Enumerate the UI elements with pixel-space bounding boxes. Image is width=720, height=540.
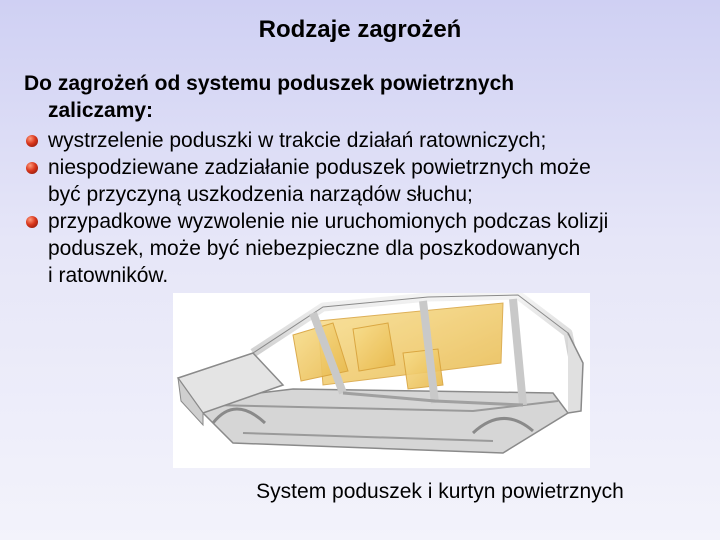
bullet-3-line-1: przypadkowe wyzwolenie nie uruchomionych podczas kolizji	[48, 210, 609, 233]
bullet-2-line-1: niespodziewane zadziałanie poduszek powietrznych może	[48, 156, 591, 179]
bullet-item	[24, 208, 704, 289]
car-airbag-image	[173, 293, 590, 468]
red-sphere-bullet-icon	[26, 162, 38, 174]
bullet-3-line-3: i ratowników.	[48, 264, 169, 287]
bullet-list	[24, 127, 704, 289]
bullet-2-line-2: być przyczyną uszkodzenia narządów słuchu;	[48, 183, 473, 206]
bullet-item	[24, 154, 704, 208]
bullet-3-line-2: poduszek, może być niebezpieczne dla poszkodowanych	[48, 237, 581, 260]
red-sphere-bullet-icon	[26, 135, 38, 147]
image-caption: System poduszek i kurtyn powietrznych	[256, 480, 624, 503]
car-body-illustration	[173, 293, 590, 468]
intro-line-1: Do zagrożeń od systemu poduszek powietrznych	[24, 72, 515, 95]
bullet-1-line-1: wystrzelenie poduszki w trakcie działań ratowniczych;	[48, 129, 547, 152]
bullet-item	[24, 127, 704, 154]
slide-title: Rodzaje zagrożeń	[258, 16, 462, 43]
red-sphere-bullet-icon	[26, 216, 38, 228]
intro-text	[24, 70, 694, 124]
intro-line-2: zaliczamy:	[48, 99, 154, 122]
